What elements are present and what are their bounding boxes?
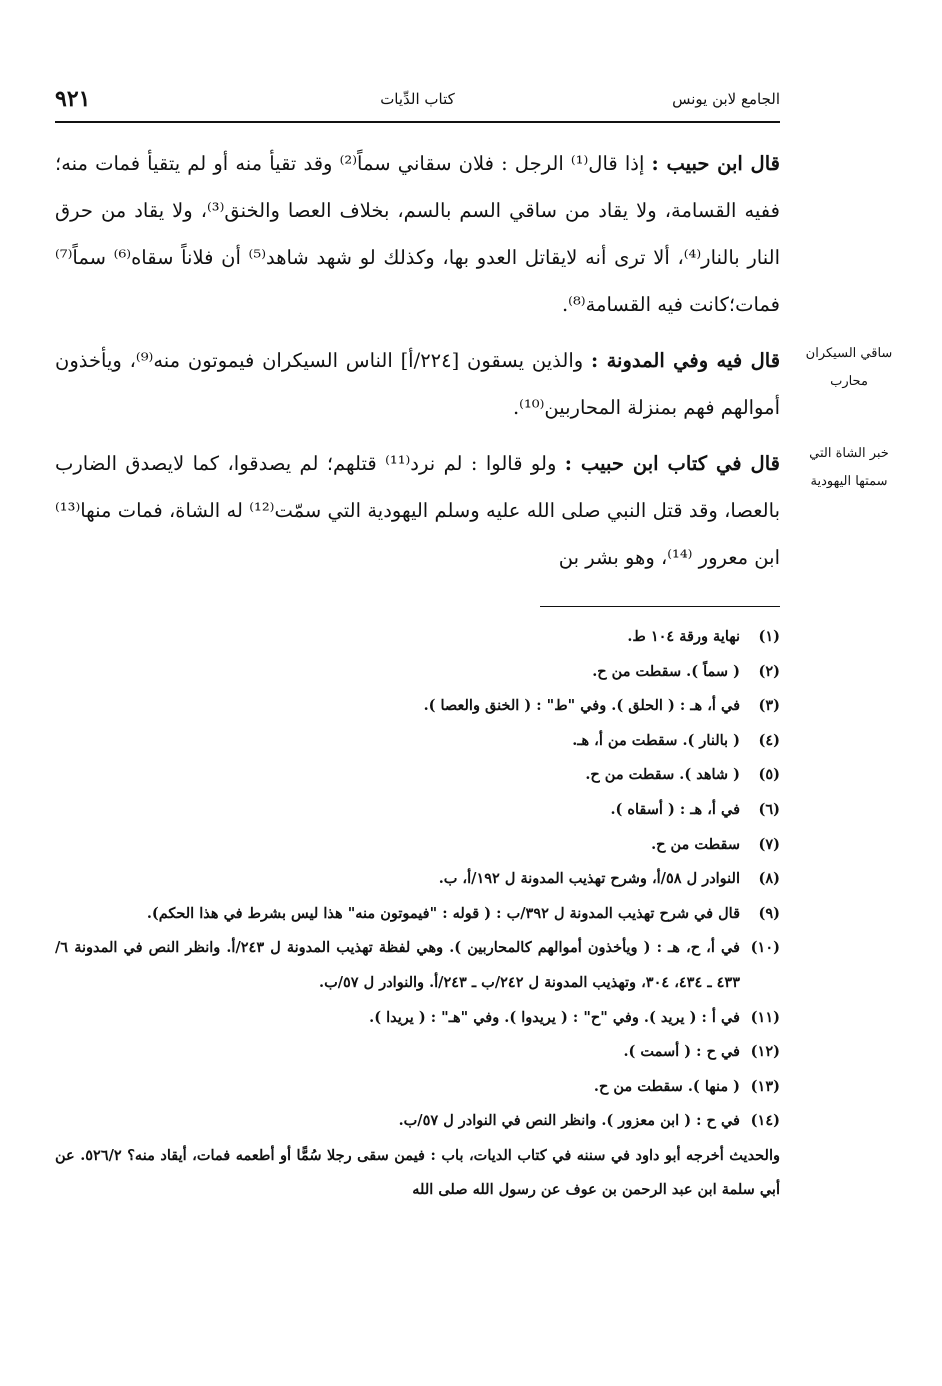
margin-note-sikran: [790, 340, 908, 396]
margin-note-line: محارب: [830, 374, 868, 389]
footnote-number: (٩): [758, 904, 780, 922]
margin-note-line: خبر الشاة التي: [809, 446, 889, 461]
paragraph-body: إذا قال⁽¹⁾ الرجل : فلان سقاني سماً⁽²⁾ وقد تقيأ منه أو لم يتقيأ فمات منه؛ ففيه القسامة، ولا يقاد من ساقي السم بالسم، بخلاف العصا والخنق⁽³⁾، ولا يقاد من حرق النار بالنار⁽⁴⁾، ألا ترى أنه لايقاتل العدو بها، وكذلك لو شهد شاهد⁽⁵⁾ أن فلاناً سقاه⁽⁶⁾ سماً⁽⁷⁾ فمات؛كانت فيه القسامة⁽⁸⁾.: [55, 152, 780, 316]
paragraph-3: [55, 440, 780, 581]
footnote-text: في أ، هـ : ( الحلق ). وفي "ط" : ( الخنق والعصا ).: [423, 697, 740, 715]
footnote-text: ( بالنار ). سقطت من أ، هـ.: [572, 731, 740, 749]
footnote: [55, 689, 780, 724]
footnotes: [55, 620, 780, 1206]
footnote-text: في أ : ( يريد ). وفي "ح" : ( يريدوا ). وفي "هـ" : ( يريدا ).: [369, 1008, 740, 1026]
margin-note-line: سمتها اليهودية: [810, 474, 888, 489]
footnote-text: ( منها ). سقطت من ح.: [593, 1077, 740, 1095]
chapter-title: كتاب الدِّيات: [380, 90, 455, 108]
footnote-number: (٨): [758, 870, 780, 888]
footnote: [55, 620, 780, 655]
footnote-number: (١٠): [750, 939, 780, 957]
margin-note-sheep: [790, 440, 908, 496]
footnote: [55, 1001, 780, 1036]
footnote-number: (٥): [758, 766, 780, 784]
footnote: [55, 758, 780, 793]
footnote-number: (٣): [758, 697, 780, 715]
book-title: الجامع لابن يونس: [672, 90, 780, 108]
margin-note-line: ساقي السيكران: [805, 346, 893, 361]
footnote-text: في ح : ( ابن معزور ). وانظر النص في النوادر ل ٥٧/ب.: [398, 1112, 740, 1130]
page-header: [55, 84, 780, 116]
footnote: [55, 793, 780, 828]
footnote-number: (١): [758, 628, 780, 645]
footnote-number: (٦): [758, 800, 780, 818]
footnote-number: (١٣): [750, 1077, 780, 1095]
footnote: [55, 1104, 780, 1139]
footnote-text: في أ، هـ : ( أسقاه ).: [610, 800, 740, 818]
footnote-text: قال في شرح تهذيب المدونة ل ٣٩٢/ب : ( قوله : "فيموتون منه" هذا ليس بشرط في هذا الحكم).: [146, 904, 740, 922]
footnote-separator: [540, 606, 780, 607]
footnote: [55, 828, 780, 863]
footnote: [55, 1035, 780, 1070]
hadith-note: والحديث أخرجه أبو داود في سننه في كتاب الديات، باب : فيمن سقى رجلا سُمًّا أو أطعمه فمات، أيقاد منه؟ ٥٢٦/٢. عن أبي سلمة ابن عبد الرحمن بن عوف عن رسول الله صلى الله: [55, 1146, 780, 1198]
paragraph-lead: قال في كتاب ابن حبيب :: [564, 452, 780, 475]
paragraph-lead: قال فيه وفي المدونة :: [591, 349, 781, 372]
footnote-text: ( سماً ). سقطت من ح.: [592, 662, 740, 680]
paragraph-body: والذين يسقون [٢٢٤/أ] الناس السيكران فيموتون منه⁽⁹⁾، ويأخذون أموالهم فهم بمنزلة المحاربين⁽¹⁰⁾.: [55, 349, 780, 419]
paragraph-2: [55, 337, 780, 431]
footnote-text: النوادر ل ٥٨/أ، وشرح تهذيب المدونة ل ١٩٢/أ، ب.: [438, 870, 740, 888]
page-number: ٩٢١: [55, 86, 91, 112]
footnote: [55, 897, 780, 932]
footnote-text: ( شاهد ). سقطت من ح.: [585, 766, 740, 784]
main-text: [55, 140, 780, 590]
footnote: [55, 862, 780, 897]
footnote: [55, 655, 780, 690]
footnote: [55, 931, 780, 1000]
footnote-number: (١٢): [750, 1043, 780, 1061]
footnote-number: (١١): [750, 1008, 780, 1026]
footnote-text: في ح : ( أسمت ).: [623, 1043, 740, 1061]
header-rule: [55, 121, 780, 123]
footnote-text: سقطت من ح.: [651, 835, 740, 853]
footnote-number: (١٤): [750, 1112, 780, 1130]
footnote-text: نهاية ورقة ١٠٤ ط.: [627, 628, 740, 645]
footnote-number: (٢): [758, 662, 780, 680]
paragraph-lead: قال ابن حبيب :: [651, 152, 780, 175]
footnote: [55, 1070, 780, 1105]
footnote-number: (٧): [758, 835, 780, 853]
paragraph-1: [55, 140, 780, 328]
footnote-number: (٤): [758, 731, 780, 749]
footnote-text: في أ، ح، هـ : ( ويأخذون أموالهم كالمحاربين ). وهي لفظة تهذيب المدونة ل ٢٤٣/أ. وانظر النص في المدونة ٦/ ٤٣٣ ـ ٤٣٤، ٣٠٤، وتهذيب المدونة ل ٢٤٢/ب ـ ٢٤٣/أ. والنوادر ل ٥٧/ب.: [55, 939, 740, 991]
paragraph-body: ولو قالوا : لم نرد⁽¹¹⁾ قتلهم؛ لم يصدقوا، كما لايصدق الضارب بالعصا، وقد قتل النبي صلى الله عليه وسلم اليهودية التي سمّت⁽¹²⁾ له الشاة، فمات منها⁽¹³⁾ ابن معرور ⁽¹⁴⁾، وهو بشر بن: [55, 452, 780, 569]
footnote: [55, 724, 780, 759]
